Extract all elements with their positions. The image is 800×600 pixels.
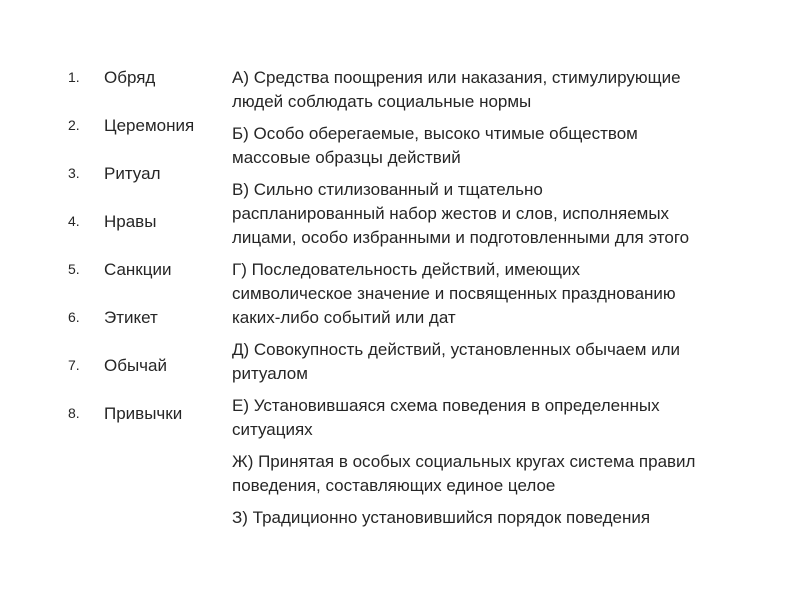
definition-v: В) Сильно стилизованный и тщательно распланированный набор жестов и слов, исполняемых лицами, особо избранными и подготовленными для этого (232, 180, 690, 247)
term-number: 1. (68, 69, 80, 85)
definition-b: Б) Особо оберегаемые, высоко чтимые обществом массовые образцы действий (232, 124, 638, 167)
term-label: Санкции (104, 260, 172, 279)
term-number: 5. (68, 261, 80, 277)
term-label: Привычки (104, 404, 183, 423)
term-item (68, 114, 218, 137)
term-number: 4. (68, 213, 80, 229)
term-number: 6. (68, 309, 80, 325)
definition-zh: Ж) Принятая в особых социальных кругах система правил поведения, составляющих единое целое (232, 452, 696, 495)
definition-e: Е) Установившаяся схема поведения в определенных ситуациях (232, 396, 660, 439)
definition-d: Д) Совокупность действий, установленных обычаем или ритуалом (232, 340, 681, 383)
term-item (68, 66, 218, 89)
term-item (68, 354, 218, 377)
term-number: 7. (68, 357, 80, 373)
terms-list (68, 66, 218, 450)
term-label: Этикет (104, 308, 158, 327)
term-label: Ритуал (104, 164, 161, 183)
term-item (68, 210, 218, 233)
term-item (68, 402, 218, 425)
term-item (68, 306, 218, 329)
term-item (68, 258, 218, 281)
term-label: Нравы (104, 212, 157, 231)
definitions-list (232, 66, 792, 538)
term-number: 8. (68, 405, 80, 421)
definition-a: А) Средства поощрения или наказания, стимулирующие людей соблюдать социальные нормы (232, 68, 681, 111)
term-label: Обряд (104, 68, 156, 87)
term-label: Церемония (104, 116, 195, 135)
term-label: Обычай (104, 356, 167, 375)
term-item (68, 162, 218, 185)
term-number: 3. (68, 165, 80, 181)
definition-g: Г) Последовательность действий, имеющих символическое значение и посвященных празднованию каких-либо событий или дат (232, 260, 676, 327)
term-number: 2. (68, 117, 80, 133)
definition-z: З) Традиционно установившийся порядок поведения (232, 508, 651, 527)
